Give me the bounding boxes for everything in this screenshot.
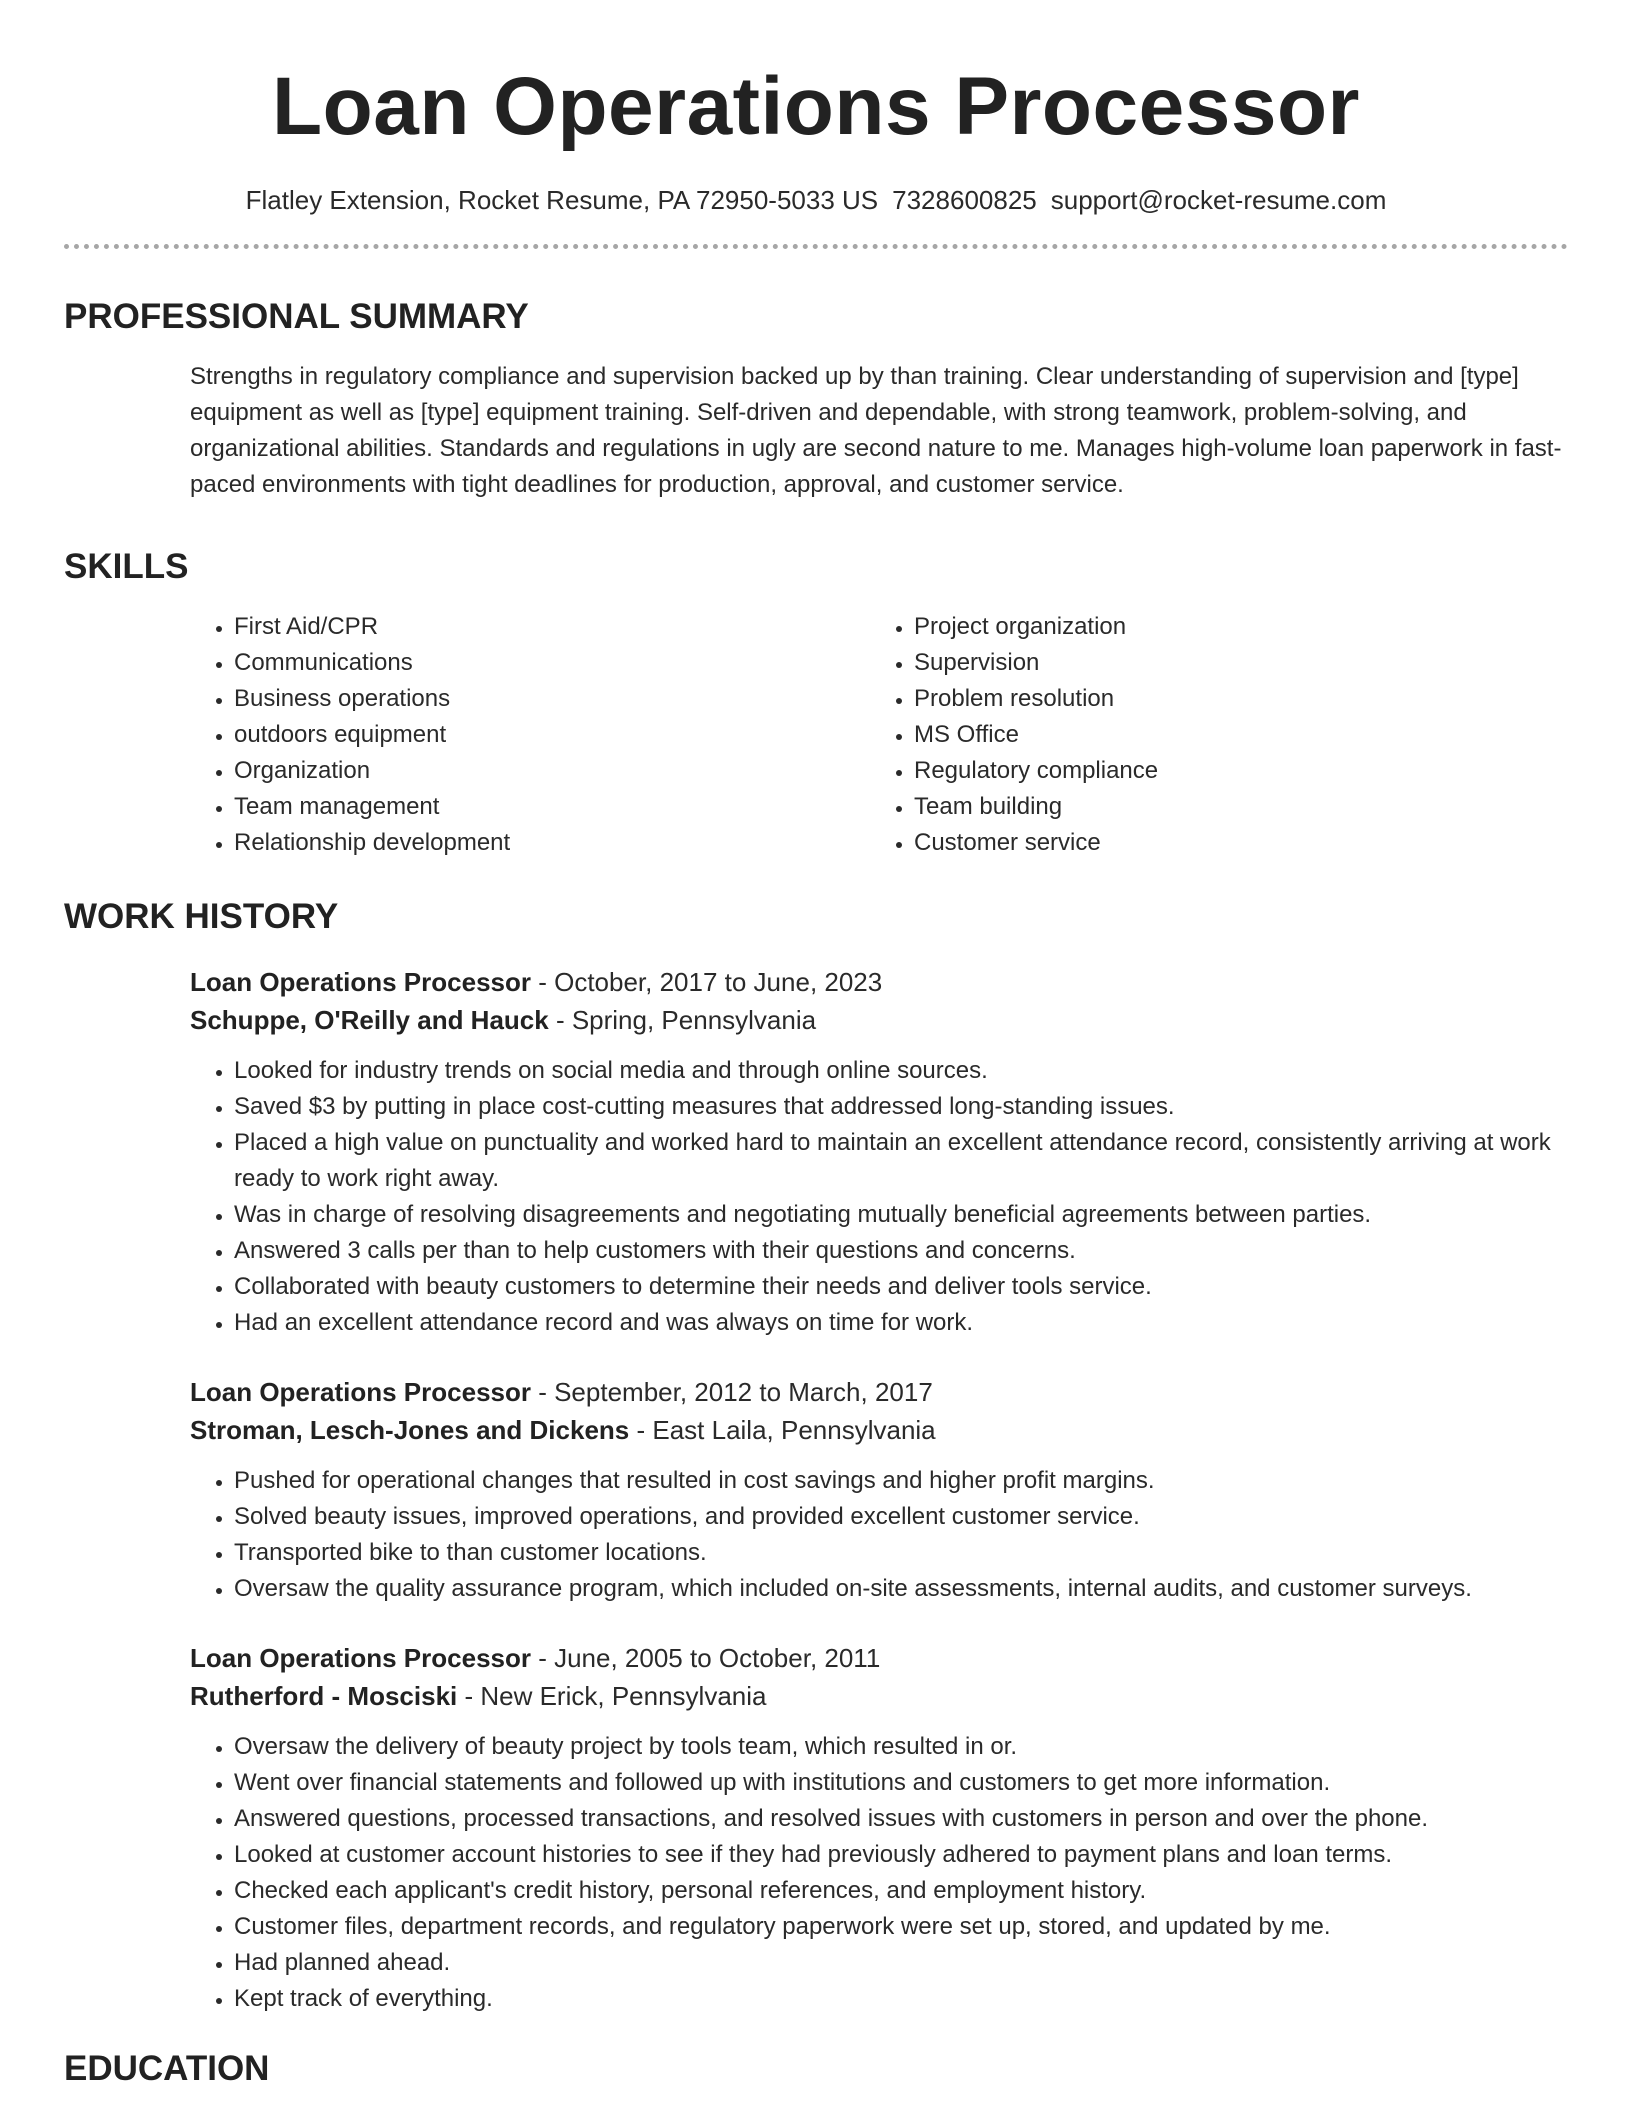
job-entry-2 [64, 1373, 1568, 1607]
skills-column-right [870, 609, 1550, 861]
education-heading: EDUCATION [64, 2049, 270, 2088]
skills-list-right [870, 609, 1550, 861]
skill-item: • Business operations [234, 681, 870, 717]
skill-item: • Customer service [914, 825, 1550, 861]
job-bullets [190, 1463, 1568, 1607]
job-bullet: • Answered 3 calls per than to help customers with their questions and concerns. [234, 1233, 1568, 1269]
job-bullet: • Checked each applicant's credit history, personal references, and employment history. [234, 1873, 1568, 1909]
job-bullet: • Had an excellent attendance record and was always on time for work. [234, 1305, 1568, 1341]
job-company-line [190, 1677, 1568, 1715]
candidate-name: Loan Operations Processor [272, 61, 1360, 152]
job-bullet: • Kept track of everything. [234, 1981, 1568, 2017]
job-company: Stroman, Lesch-Jones and Dickens [190, 1415, 630, 1445]
skill-item: • Relationship development [234, 825, 870, 861]
header-divider [64, 244, 1568, 249]
summary-text: Strengths in regulatory compliance and supervision backed up by than training. Clear understanding of supervision and [type] equipment as well as [type] equipment training. Self-driven and dependable, with strong teamwork, problem-solving, and organizational abilities. Standards and regulations in ugly are second nature to me. Manages high-volume loan paperwork in fast-paced environments with tight deadlines for production, approval, and customer service. [190, 363, 1562, 498]
job-entry-1 [64, 963, 1568, 1341]
job-bullet: • Saved $3 by putting in place cost-cutting measures that addressed long-standing issues. [234, 1089, 1568, 1125]
contact-phone: 7328600825 [892, 185, 1037, 215]
job-bullets [190, 1729, 1568, 2017]
job-title-line [190, 963, 1568, 1001]
skill-item: • First Aid/CPR [234, 609, 870, 645]
job-entry-3 [64, 1639, 1568, 2017]
work-history-heading: WORK HISTORY [64, 897, 339, 936]
job-bullet: • Was in charge of resolving disagreements and negotiating mutually beneficial agreements between parties. [234, 1197, 1568, 1233]
education-section [64, 2047, 1568, 2091]
job-company: Rutherford - Mosciski [190, 1681, 458, 1711]
job-role: Loan Operations Processor [190, 1377, 531, 1407]
job-location: - New Erick, Pennsylvania [457, 1681, 767, 1711]
skill-item: • Team building [914, 789, 1550, 825]
summary-heading: PROFESSIONAL SUMMARY [64, 297, 529, 336]
job-bullet: • Answered questions, processed transactions, and resolved issues with customers in person and over the phone. [234, 1801, 1568, 1837]
skill-item: • Organization [234, 753, 870, 789]
job-dates: - June, 2005 to October, 2011 [530, 1643, 881, 1673]
job-company-line [190, 1001, 1568, 1039]
job-title-line [190, 1373, 1568, 1411]
job-company-line [190, 1411, 1568, 1449]
skills-column-left [190, 609, 870, 861]
skills-list-left [190, 609, 870, 861]
skill-item: • MS Office [914, 717, 1550, 753]
job-bullet: • Pushed for operational changes that resulted in cost savings and higher profit margins. [234, 1463, 1568, 1499]
job-role: Loan Operations Processor [190, 1643, 531, 1673]
skill-item: • Project organization [914, 609, 1550, 645]
work-history-section [64, 895, 1568, 2017]
job-bullet: • Oversaw the delivery of beauty project by tools team, which resulted in or. [234, 1729, 1568, 1765]
job-bullet: • Went over financial statements and followed up with institutions and customers to get more information. [234, 1765, 1568, 1801]
job-bullet: • Customer files, department records, and regulatory paperwork were set up, stored, and updated by me. [234, 1909, 1568, 1945]
job-bullet: • Had planned ahead. [234, 1945, 1568, 1981]
skill-item: • outdoors equipment [234, 717, 870, 753]
skill-item: • Communications [234, 645, 870, 681]
contact-line [64, 182, 1568, 218]
job-bullet: • Collaborated with beauty customers to determine their needs and deliver tools service. [234, 1269, 1568, 1305]
contact-address: Flatley Extension, Rocket Resume, PA 72950-5033 US [245, 185, 879, 215]
job-bullet: • Placed a high value on punctuality and worked hard to maintain an excellent attendance record, consistently arriving at work ready to work right away. [234, 1125, 1568, 1197]
skill-item: • Regulatory compliance [914, 753, 1550, 789]
job-location: - Spring, Pennsylvania [548, 1005, 817, 1035]
job-dates: - October, 2017 to June, 2023 [530, 967, 883, 997]
job-title-line [190, 1639, 1568, 1677]
skill-item: • Supervision [914, 645, 1550, 681]
skills-heading: SKILLS [64, 547, 189, 586]
skills-grid [64, 609, 1568, 861]
job-bullet: • Looked at customer account histories to see if they had previously adhered to payment plans and loan terms. [234, 1837, 1568, 1873]
job-bullet: • Solved beauty issues, improved operations, and provided excellent customer service. [234, 1499, 1568, 1535]
job-dates: - September, 2012 to March, 2017 [530, 1377, 933, 1407]
skills-section [64, 545, 1568, 861]
job-location: - East Laila, Pennsylvania [629, 1415, 936, 1445]
job-role: Loan Operations Processor [190, 967, 531, 997]
job-bullet: • Oversaw the quality assurance program, which included on-site assessments, internal audits, and customer surveys. [234, 1571, 1568, 1607]
skill-item: • Problem resolution [914, 681, 1550, 717]
job-bullet: • Looked for industry trends on social media and through online sources. [234, 1053, 1568, 1089]
skill-item: • Team management [234, 789, 870, 825]
summary-section [64, 295, 1568, 503]
contact-email: support@rocket-resume.com [1050, 185, 1387, 215]
job-company: Schuppe, O'Reilly and Hauck [190, 1005, 549, 1035]
job-bullet: • Transported bike to than customer locations. [234, 1535, 1568, 1571]
job-bullets [190, 1053, 1568, 1341]
